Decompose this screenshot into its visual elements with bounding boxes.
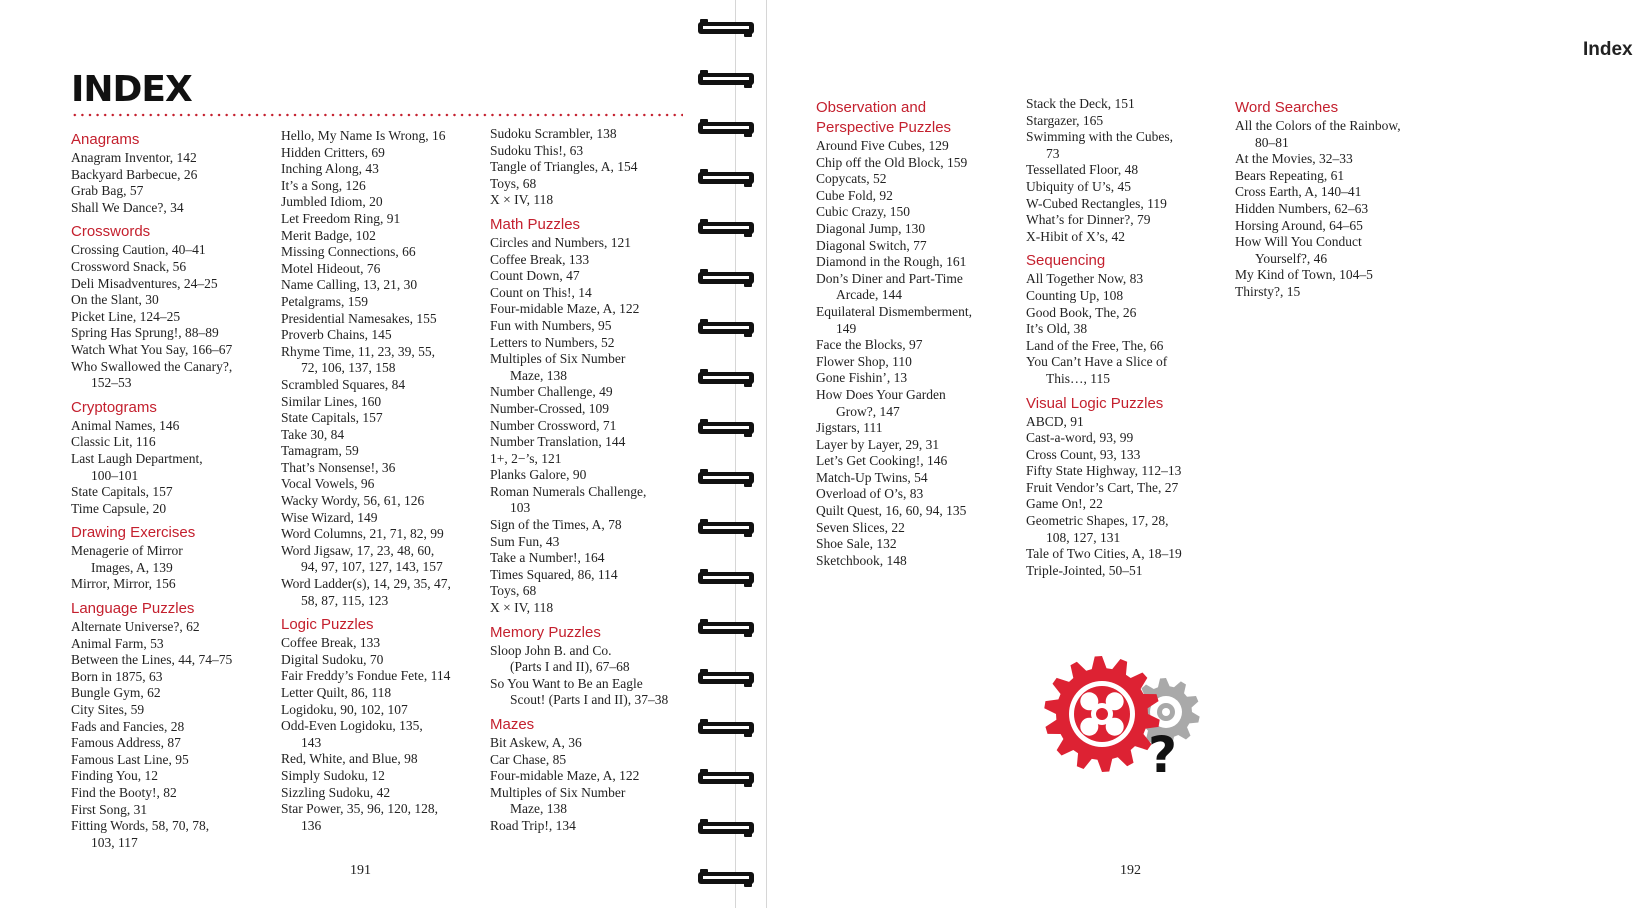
index-entry: What’s for Dinner?, 79 bbox=[1026, 212, 1151, 228]
index-entry: It’s a Song, 126 bbox=[281, 177, 366, 193]
red-gear-icon bbox=[1044, 656, 1159, 772]
index-entry: Times Squared, 86, 114 bbox=[490, 566, 618, 582]
spiral-ring bbox=[697, 418, 755, 438]
index-entry: All the Colors of the Rainbow, 80–81 bbox=[1235, 118, 1401, 150]
index-entry: Animal Names, 146 bbox=[71, 417, 180, 433]
index-entry: Number-Crossed, 109 bbox=[490, 400, 609, 416]
index-entry: Stargazer, 165 bbox=[1026, 112, 1104, 128]
index-entry: First Song, 31 bbox=[71, 801, 148, 817]
index-entry: Multiples of Six Number Maze, 138 bbox=[490, 351, 626, 383]
index-entry: Cube Fold, 92 bbox=[816, 187, 893, 203]
spiral-ring bbox=[697, 468, 755, 488]
index-entry: Swimming with the Cubes, 73 bbox=[1026, 129, 1174, 161]
index-entry: Odd-Even Logidoku, 135, 143 bbox=[281, 718, 423, 750]
index-entry: Toys, 68 bbox=[490, 583, 537, 599]
section-heading: Sequencing bbox=[1026, 252, 1106, 270]
index-entry: Copycats, 52 bbox=[816, 171, 887, 187]
spiral-ring bbox=[697, 718, 755, 738]
index-entry: Famous Address, 87 bbox=[71, 735, 181, 751]
section-heading: Drawing Exercises bbox=[71, 524, 196, 542]
index-section bbox=[281, 128, 486, 609]
index-entry: Picket Line, 124–25 bbox=[71, 308, 181, 324]
index-entry: Road Trip!, 134 bbox=[490, 817, 576, 833]
index-section bbox=[490, 623, 695, 709]
spiral-ring bbox=[697, 668, 755, 688]
index-section bbox=[71, 398, 276, 518]
index-entry: Fifty State Highway, 112–13 bbox=[1026, 463, 1182, 479]
spiral-ring bbox=[697, 168, 755, 188]
index-entry: Jigstars, 111 bbox=[816, 420, 883, 436]
index-section bbox=[71, 523, 276, 593]
index-entry: Sudoku Scrambler, 138 bbox=[490, 126, 617, 141]
index-entry: Triple-Jointed, 50–51 bbox=[1026, 562, 1143, 578]
index-entry: Grab Bag, 57 bbox=[71, 183, 144, 199]
index-entry: Ubiquity of U’s, 45 bbox=[1026, 178, 1132, 194]
index-entry: Counting Up, 108 bbox=[1026, 287, 1124, 303]
index-entry: Let’s Get Cooking!, 146 bbox=[816, 453, 948, 469]
spiral-ring bbox=[697, 868, 755, 888]
index-entry: Let Freedom Ring, 91 bbox=[281, 210, 401, 226]
index-entry: Missing Connections, 66 bbox=[281, 244, 416, 260]
index-entry: Find the Booty!, 82 bbox=[71, 785, 177, 800]
index-entry: Count Down, 47 bbox=[490, 268, 580, 284]
index-entry: Crossword Snack, 56 bbox=[71, 258, 187, 274]
index-entry: Horsing Around, 64–65 bbox=[1235, 217, 1363, 233]
index-entry: Scrambled Squares, 84 bbox=[281, 376, 406, 392]
index-entry: Number Crossword, 71 bbox=[490, 417, 617, 433]
index-entry: Jumbled Idiom, 20 bbox=[281, 194, 383, 210]
index-entry: Sum Fun, 43 bbox=[490, 533, 560, 549]
index-entry: Take 30, 84 bbox=[281, 426, 345, 442]
index-entry: Word Jigsaw, 17, 23, 48, 60, 94, 97, 107, 127, 143, 157 bbox=[281, 542, 443, 575]
index-entry: Time Capsule, 20 bbox=[71, 500, 167, 516]
index-entry: Seven Slices, 22 bbox=[816, 519, 905, 535]
index-column bbox=[1026, 96, 1231, 579]
index-entry: Hidden Numbers, 62–63 bbox=[1235, 200, 1369, 216]
index-entry: Diagonal Jump, 130 bbox=[816, 220, 926, 236]
index-entry: Cross Earth, A, 140–41 bbox=[1235, 184, 1362, 200]
index-entry: Star Power, 35, 96, 120, 128, 136 bbox=[281, 801, 438, 833]
index-entry: You Can’t Have a Slice of This…, 115 bbox=[1026, 354, 1168, 386]
index-entry: Anagram Inventor, 142 bbox=[71, 150, 197, 165]
index-entry: Count on This!, 14 bbox=[490, 284, 592, 300]
index-entry: Motel Hideout, 76 bbox=[281, 260, 381, 276]
index-entry: Land of the Free, The, 66 bbox=[1026, 337, 1164, 353]
index-entry: Roman Numerals Challenge, 103 bbox=[490, 483, 647, 516]
index-section bbox=[71, 222, 276, 391]
index-entry: Bears Repeating, 61 bbox=[1235, 167, 1345, 183]
index-entry: Finding You, 12 bbox=[71, 768, 159, 784]
index-entry: State Capitals, 157 bbox=[281, 410, 383, 426]
section-heading: Memory Puzzles bbox=[490, 623, 601, 641]
index-entry: How Will You Conduct Yourself?, 46 bbox=[1235, 234, 1362, 266]
index-section bbox=[1235, 98, 1440, 301]
index-entry: Multiples of Six Number Maze, 138 bbox=[490, 784, 626, 817]
index-entry: State Capitals, 157 bbox=[71, 484, 173, 500]
index-entry: ABCD, 91 bbox=[1026, 413, 1084, 429]
spiral-ring bbox=[697, 818, 755, 838]
index-entry: That’s Nonsense!, 36 bbox=[281, 459, 396, 475]
index-section bbox=[1026, 96, 1231, 245]
index-entry: Equilateral Dismemberment, 149 bbox=[816, 303, 972, 336]
section-heading: Cryptograms bbox=[71, 398, 157, 416]
index-section bbox=[71, 599, 276, 851]
index-column bbox=[71, 130, 276, 851]
index-entry: Circles and Numbers, 121 bbox=[490, 234, 631, 250]
index-entry: Letter Quilt, 86, 118 bbox=[281, 685, 392, 700]
index-entry: Cubic Crazy, 150 bbox=[816, 204, 910, 220]
index-entry: Fitting Words, 58, 70, 78, 103, 117 bbox=[71, 818, 210, 850]
index-entry: Bit Askew, A, 36 bbox=[490, 735, 582, 750]
index-entry: Proverb Chains, 145 bbox=[281, 327, 392, 343]
index-entry: Sizzling Sudoku, 42 bbox=[281, 784, 391, 800]
index-entry: Logidoku, 90, 102, 107 bbox=[281, 701, 408, 717]
index-entry: So You Want to Be an Eagle Scout! (Parts I and II), 37–38 bbox=[490, 675, 669, 708]
index-entry: Bungle Gym, 62 bbox=[71, 685, 161, 701]
index-entry: Sudoku This!, 63 bbox=[490, 142, 584, 158]
section-heading: Anagrams bbox=[71, 131, 140, 148]
index-entry: Number Translation, 144 bbox=[490, 434, 626, 450]
index-entry: Famous Last Line, 95 bbox=[71, 751, 189, 767]
index-entry: Sloop John B. and Co. (Parts I and II), 67–68 bbox=[490, 642, 630, 675]
page-number: 191 bbox=[350, 863, 371, 878]
index-entry: Fads and Fancies, 28 bbox=[71, 718, 185, 734]
index-section bbox=[490, 215, 695, 617]
index-entry: Between the Lines, 44, 74–75 bbox=[71, 652, 233, 668]
index-entry: Word Ladder(s), 14, 29, 35, 47, 58, 87, 115, 123 bbox=[281, 576, 451, 608]
index-entry: Spring Has Sprung!, 88–89 bbox=[71, 325, 219, 341]
index-entry: Flower Shop, 110 bbox=[816, 353, 912, 369]
index-entry: Rhyme Time, 11, 23, 39, 55, 72, 106, 137, 158 bbox=[281, 343, 436, 376]
index-entry: How Does Your Garden Grow?, 147 bbox=[816, 386, 946, 419]
index-section bbox=[1026, 251, 1231, 387]
index-entry: X × IV, 118 bbox=[490, 600, 554, 616]
index-entry: Inching Along, 43 bbox=[281, 161, 379, 177]
section-heading: Visual Logic Puzzles bbox=[1026, 394, 1164, 412]
index-entry: Mirror, Mirror, 156 bbox=[71, 576, 176, 592]
index-entry: Tamagram, 59 bbox=[281, 443, 359, 459]
index-entry: Quilt Quest, 16, 60, 94, 135 bbox=[816, 503, 967, 519]
spiral-binding bbox=[697, 0, 755, 908]
index-entry: Hidden Critters, 69 bbox=[281, 144, 385, 160]
index-section bbox=[490, 126, 695, 209]
index-entry: Who Swallowed the Canary?, 152–53 bbox=[71, 358, 233, 391]
index-entry: Merit Badge, 102 bbox=[281, 227, 376, 243]
index-entry: Wise Wizard, 149 bbox=[281, 509, 378, 525]
index-entry: It’s Old, 38 bbox=[1026, 321, 1088, 337]
index-entry: At the Movies, 32–33 bbox=[1235, 151, 1353, 167]
index-entry: Name Calling, 13, 21, 30 bbox=[281, 277, 418, 293]
index-entry: X-Hibit of X’s, 42 bbox=[1026, 228, 1125, 244]
index-column bbox=[1235, 98, 1440, 301]
question-mark-icon: ? bbox=[1148, 726, 1178, 784]
index-entry: Fruit Vendor’s Cart, The, 27 bbox=[1026, 479, 1179, 495]
index-entry: Don’s Diner and Part-Time Arcade, 144 bbox=[816, 270, 963, 303]
index-entry: Stack the Deck, 151 bbox=[1026, 96, 1135, 111]
index-entry: Born in 1875, 63 bbox=[71, 668, 163, 684]
index-entry: Coffee Break, 133 bbox=[281, 635, 381, 651]
index-section bbox=[1026, 394, 1231, 580]
index-entry: Car Chase, 85 bbox=[490, 751, 567, 767]
spiral-ring bbox=[697, 518, 755, 538]
spiral-ring bbox=[697, 568, 755, 588]
section-heading: Logic Puzzles bbox=[281, 616, 374, 634]
index-entry: Shoe Sale, 132 bbox=[816, 536, 897, 552]
index-entry: On the Slant, 30 bbox=[71, 292, 159, 308]
index-entry: Presidential Namesakes, 155 bbox=[281, 310, 437, 326]
spiral-ring bbox=[697, 368, 755, 388]
index-entry: Digital Sudoku, 70 bbox=[281, 651, 384, 667]
index-column bbox=[281, 128, 486, 834]
index-entry: Last Laugh Department, 100–101 bbox=[71, 450, 203, 483]
spiral-ring bbox=[697, 18, 755, 38]
index-entry: Wacky Wordy, 56, 61, 126 bbox=[281, 493, 425, 509]
index-entry: Alternate Universe?, 62 bbox=[71, 619, 200, 635]
page-number: 192 bbox=[1120, 863, 1141, 878]
index-entry: Crossing Caution, 40–41 bbox=[71, 242, 206, 258]
index-entry: Shall We Dance?, 34 bbox=[71, 199, 184, 215]
index-entry: Letters to Numbers, 52 bbox=[490, 334, 615, 350]
section-heading: Crosswords bbox=[71, 223, 151, 241]
spiral-ring bbox=[697, 118, 755, 138]
index-section bbox=[490, 715, 695, 835]
index-entry: Tale of Two Cities, A, 18–19 bbox=[1026, 546, 1182, 562]
index-entry: W-Cubed Rectangles, 119 bbox=[1026, 195, 1167, 211]
spiral-ring bbox=[697, 69, 755, 89]
index-column bbox=[490, 126, 695, 835]
index-entry: Classic Lit, 116 bbox=[71, 434, 156, 450]
index-entry: Sign of the Times, A, 78 bbox=[490, 517, 622, 533]
section-heading: Word Searches bbox=[1235, 99, 1339, 116]
spiral-ring bbox=[697, 618, 755, 638]
index-entry: Tangle of Triangles, A, 154 bbox=[490, 159, 638, 175]
index-section bbox=[816, 98, 1021, 569]
index-entry: My Kind of Town, 104–5 bbox=[1235, 267, 1373, 283]
index-entry: Thirsty?, 15 bbox=[1235, 283, 1301, 299]
index-entry: Game On!, 22 bbox=[1026, 496, 1103, 512]
index-entry: Fair Freddy’s Fondue Fete, 114 bbox=[281, 668, 451, 684]
spiral-ring bbox=[697, 768, 755, 788]
index-entry: Number Challenge, 49 bbox=[490, 384, 613, 400]
index-entry: Toys, 68 bbox=[490, 175, 537, 191]
index-entry: Petalgrams, 159 bbox=[281, 293, 368, 309]
index-entry: Deli Misadventures, 24–25 bbox=[71, 275, 218, 291]
index-entry: Four-midable Maze, A, 122 bbox=[490, 768, 640, 784]
section-heading: Observation and Perspective Puzzles bbox=[816, 99, 952, 136]
index-entry: Animal Farm, 53 bbox=[71, 635, 164, 651]
section-heading: Mazes bbox=[490, 716, 535, 733]
index-entry: Layer by Layer, 29, 31 bbox=[816, 436, 940, 452]
spiral-ring bbox=[697, 318, 755, 338]
index-column bbox=[816, 98, 1021, 569]
spiral-ring bbox=[697, 218, 755, 238]
dotted-rule bbox=[71, 113, 683, 117]
index-section bbox=[281, 615, 486, 834]
index-entry: Match-Up Twins, 54 bbox=[816, 469, 928, 485]
index-entry: 1+, 2−’s, 121 bbox=[490, 450, 562, 466]
index-entry: City Sites, 59 bbox=[71, 702, 145, 718]
index-entry: Red, White, and Blue, 98 bbox=[281, 751, 418, 767]
index-entry: Cast-a-word, 93, 99 bbox=[1026, 430, 1134, 446]
section-heading: Math Puzzles bbox=[490, 215, 581, 233]
index-entry: Gone Fishin’, 13 bbox=[816, 370, 908, 386]
page-title: INDEX bbox=[71, 69, 192, 110]
index-entry: Watch What You Say, 166–67 bbox=[71, 341, 233, 357]
index-entry: Good Book, The, 26 bbox=[1026, 304, 1137, 320]
index-entry: Planks Galore, 90 bbox=[490, 467, 587, 483]
section-heading: Language Puzzles bbox=[71, 600, 195, 618]
index-entry: Diagonal Switch, 77 bbox=[816, 237, 927, 253]
index-entry: Word Columns, 21, 71, 82, 99 bbox=[281, 526, 444, 542]
index-entry: X × IV, 118 bbox=[490, 192, 554, 208]
page-title: Index bbox=[1583, 39, 1633, 60]
index-entry: Menagerie of Mirror Images, A, 139 bbox=[71, 543, 183, 575]
index-entry: Tessellated Floor, 48 bbox=[1026, 162, 1139, 178]
index-entry: Sketchbook, 148 bbox=[816, 552, 907, 568]
index-entry: Around Five Cubes, 129 bbox=[816, 138, 949, 153]
index-entry: Overload of O’s, 83 bbox=[816, 486, 924, 502]
index-entry: All Together Now, 83 bbox=[1026, 271, 1144, 287]
index-entry: Take a Number!, 164 bbox=[490, 550, 605, 566]
index-entry: Face the Blocks, 97 bbox=[816, 337, 923, 353]
spiral-ring bbox=[697, 268, 755, 288]
index-entry: Diamond in the Rough, 161 bbox=[816, 254, 967, 270]
index-entry: Fun with Numbers, 95 bbox=[490, 317, 612, 333]
left-page bbox=[0, 0, 735, 908]
index-entry: Hello, My Name Is Wrong, 16 bbox=[281, 128, 446, 143]
index-entry: Chip off the Old Block, 159 bbox=[816, 154, 968, 170]
gears-question-icon bbox=[1048, 656, 1208, 791]
index-section bbox=[71, 130, 276, 216]
index-entry: Geometric Shapes, 17, 28, 108, 127, 131 bbox=[1026, 513, 1169, 545]
index-entry: Vocal Vowels, 96 bbox=[281, 476, 375, 492]
index-entry: Similar Lines, 160 bbox=[281, 393, 382, 409]
index-entry: Simply Sudoku, 12 bbox=[281, 767, 385, 783]
index-entry: Four-midable Maze, A, 122 bbox=[490, 301, 640, 317]
index-entry: Cross Count, 93, 133 bbox=[1026, 446, 1141, 462]
index-entry: Coffee Break, 133 bbox=[490, 251, 590, 267]
index-entry: Backyard Barbecue, 26 bbox=[71, 166, 198, 182]
